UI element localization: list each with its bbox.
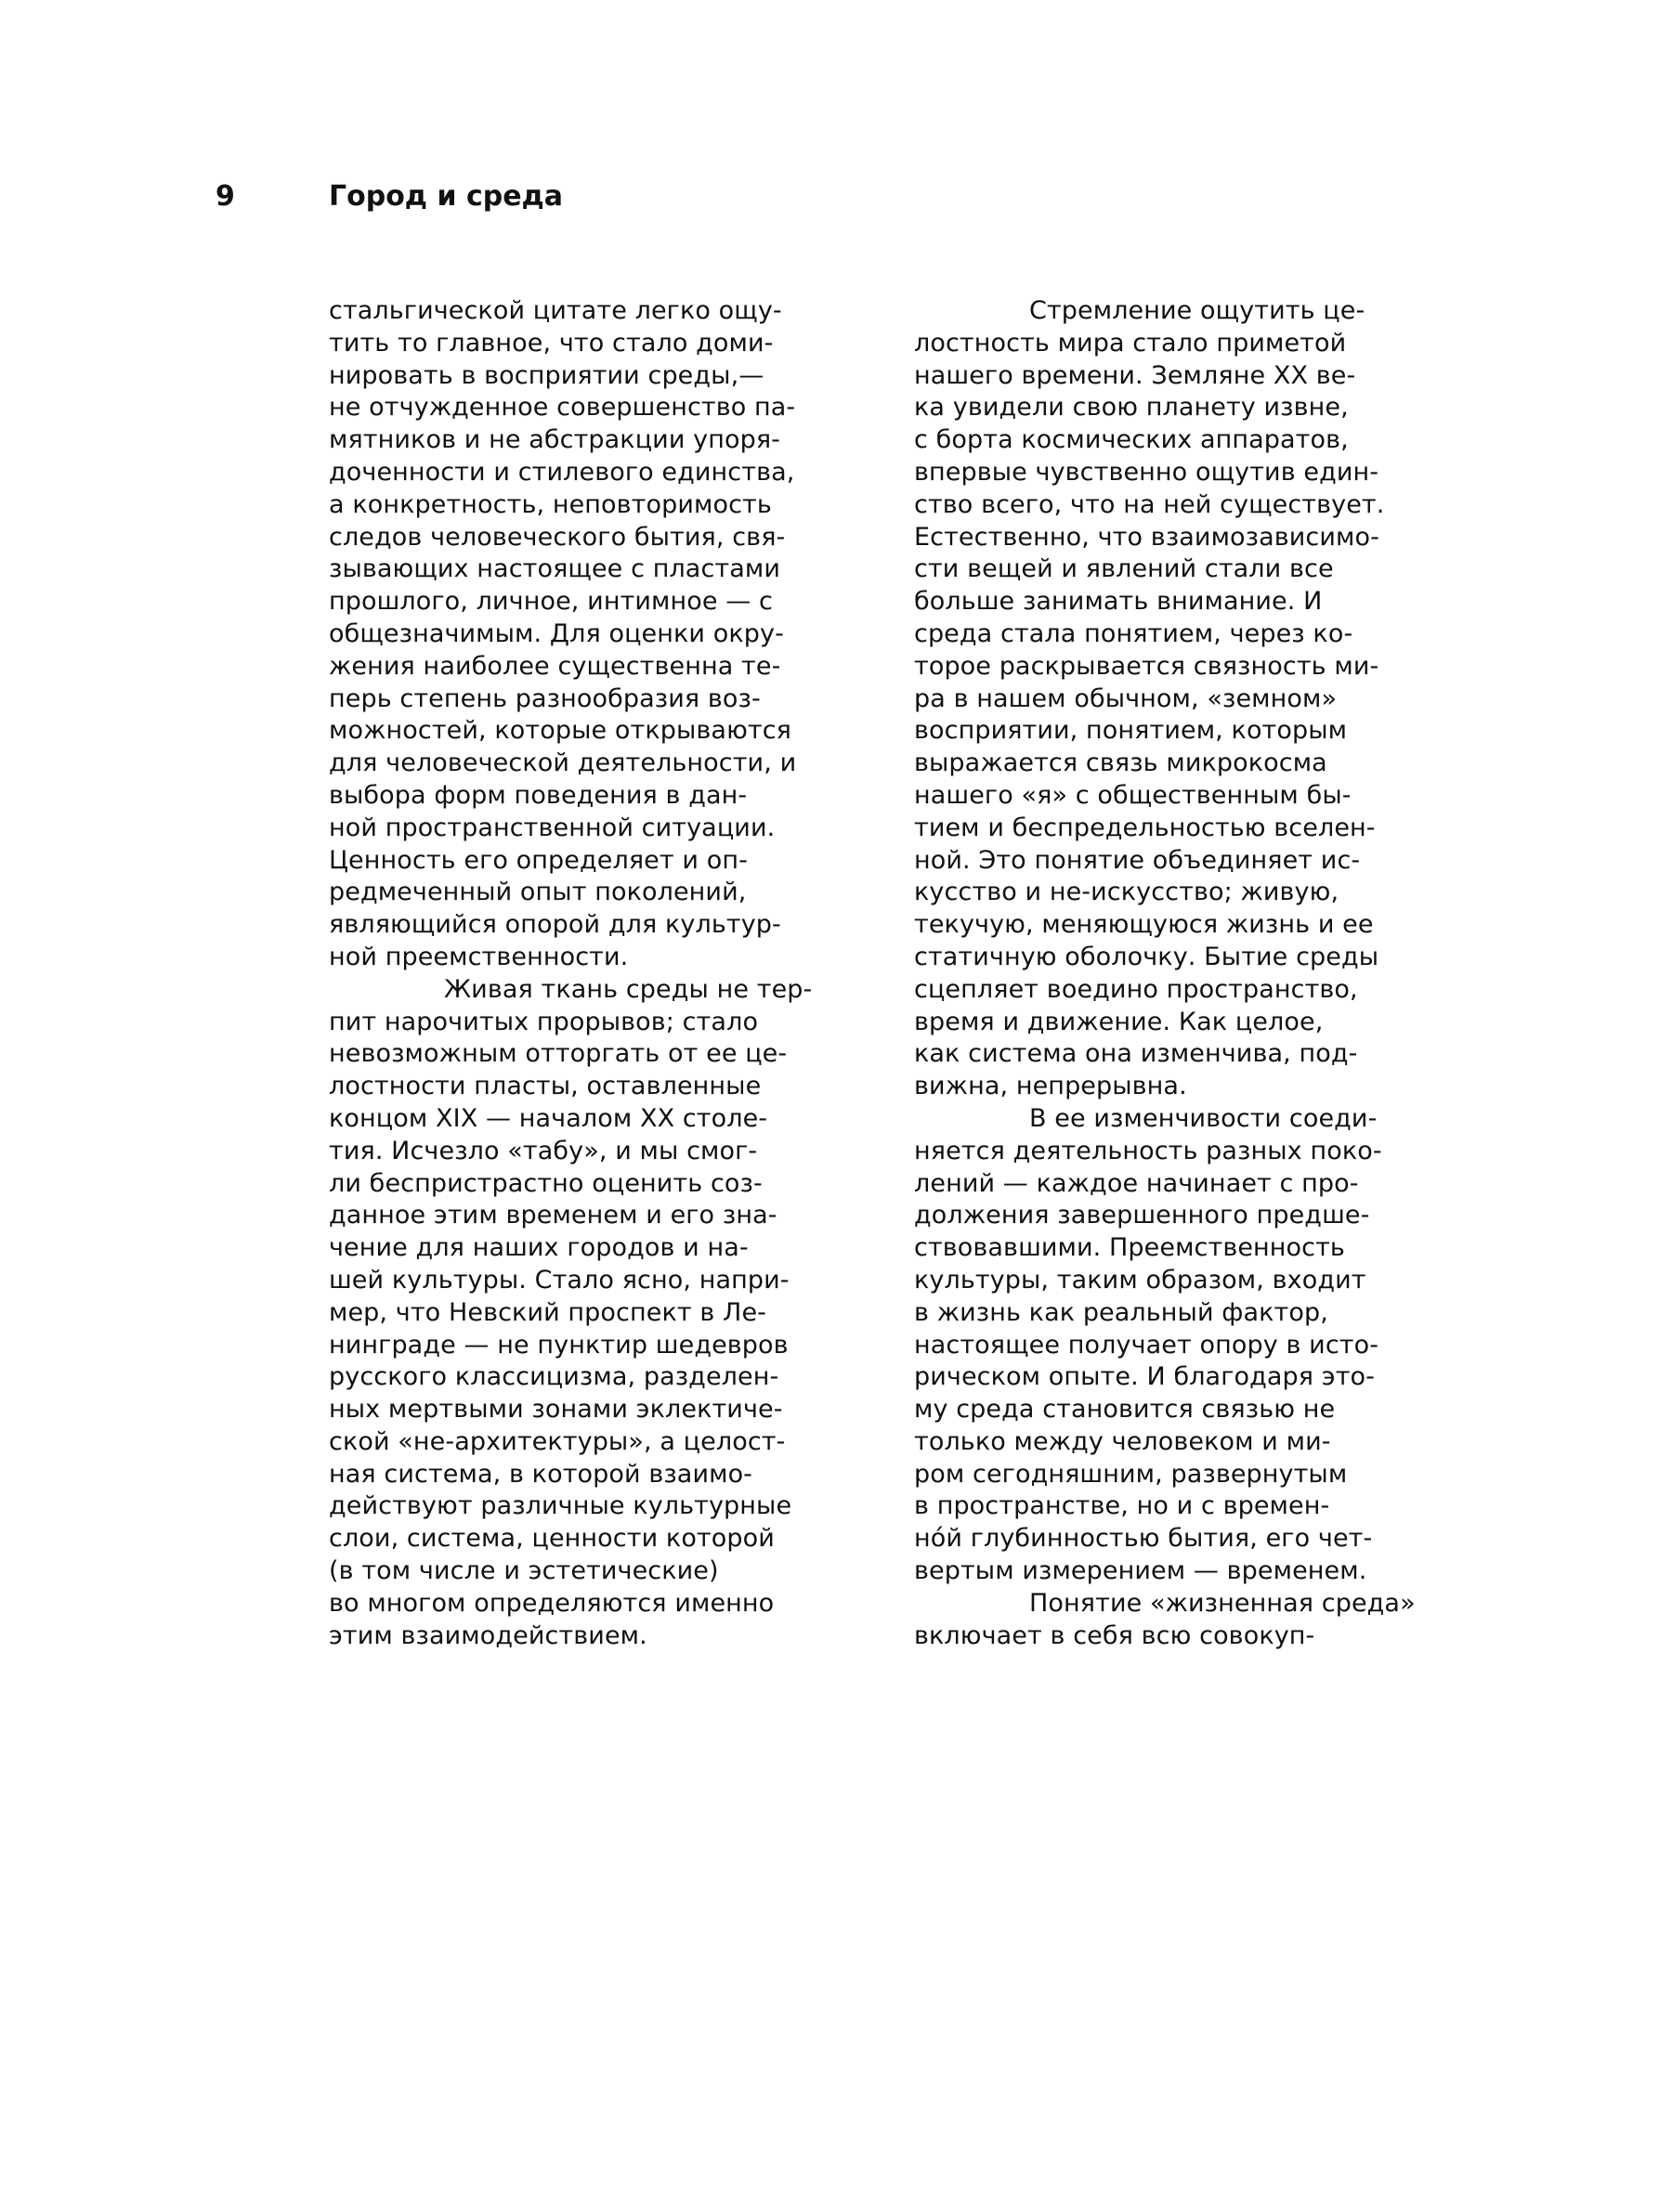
text-line: Естественно, что взаимозависимо-: [914, 522, 1379, 552]
text-line: в пространстве, но и с времен-: [914, 1491, 1330, 1521]
text-line: для человеческой деятельности, и: [329, 748, 797, 778]
page-number: 9: [216, 180, 235, 213]
text-line: больше занимать внимание. И: [914, 587, 1323, 617]
text-line: стальгической цитате легко ощу-: [329, 296, 782, 325]
text-line: а конкретность, неповторимость: [329, 489, 772, 519]
text-line: являющийся опорой для культур-: [329, 910, 781, 940]
text-line: включает в себя всю совокуп-: [914, 1620, 1315, 1650]
text-line: ром сегодняшним, развернутым: [914, 1459, 1348, 1489]
text-line: тить то главное, что стало доми-: [329, 328, 774, 358]
text-line: ра в нашем обычном, «земном»: [914, 683, 1338, 713]
text-line: сти вещей и явлений стали все: [914, 554, 1334, 584]
text-line: ка увидели свою планету извне,: [914, 393, 1349, 423]
text-line: ной. Это понятие объединяет ис-: [914, 845, 1361, 875]
text-line: вертым измерением — временем.: [914, 1556, 1367, 1586]
text-line: ство всего, что на ней существует.: [914, 489, 1385, 519]
text-line: пит нарочитых прорывов; стало: [329, 1007, 759, 1036]
text-line: как система она изменчива, под-: [914, 1039, 1358, 1069]
text-line: прошлого, личное, интимное — с: [329, 587, 774, 617]
text-line: жения наиболее существенна те-: [329, 651, 781, 681]
text-line: мер, что Невский проспект в Ле-: [329, 1297, 767, 1327]
text-line: во многом определяются именно: [329, 1588, 775, 1618]
text-line: Стремление ощутить це-: [1029, 296, 1365, 325]
text-line: должения завершенного предше-: [914, 1201, 1370, 1230]
text-line: концом XIX — началом XX столе-: [329, 1103, 768, 1133]
text-line: редмеченный опыт поколений,: [329, 878, 747, 907]
text-line: перь степень разнообразия воз-: [329, 683, 761, 713]
text-line: лений — каждое начинает с про-: [914, 1168, 1359, 1198]
text-line: торое раскрывается связность ми-: [914, 651, 1379, 681]
text-line: восприятии, понятием, которым: [914, 716, 1348, 746]
text-line: этим взаимодействием.: [329, 1620, 647, 1650]
text-line: лостность мира стало приметой: [914, 328, 1347, 358]
text-line: русского классицизма, разделен-: [329, 1362, 779, 1392]
text-line: культуры, таким образом, входит: [914, 1265, 1366, 1295]
text-line: нинграде — не пунктир шедевров: [329, 1330, 789, 1360]
text-line: ли беспристрастно оценить соз-: [329, 1168, 763, 1198]
text-line: данное этим временем и его зна-: [329, 1201, 777, 1230]
text-column-right: [914, 295, 1434, 1652]
text-line: время и движение. Как целое,: [914, 1007, 1324, 1036]
text-line: (в том числе и эстетические): [329, 1556, 719, 1586]
text-line: не отчужденное совершенство па-: [329, 393, 796, 423]
text-line: тия. Исчезло «табу», и мы смог-: [329, 1136, 758, 1165]
text-column-left: [329, 295, 849, 1652]
text-line: общезначимым. Для оценки окру-: [329, 618, 784, 648]
text-line: шей культуры. Стало ясно, напри-: [329, 1265, 790, 1295]
text-line: чение для наших городов и на-: [329, 1233, 749, 1263]
text-line: ской «не-архитектуры», а целост-: [329, 1426, 786, 1456]
running-title: Город и среда: [329, 180, 564, 213]
text-line: ной пространственной ситуации.: [329, 813, 776, 842]
text-line: ной преемственности.: [329, 942, 629, 971]
text-line: нировать в восприятии среды,—: [329, 360, 764, 390]
text-line: Понятие «жизненная среда»: [1029, 1588, 1416, 1618]
text-line: рическом опыте. И благодаря это-: [914, 1362, 1375, 1392]
text-line: В ее изменчивости соеди-: [1029, 1103, 1378, 1133]
text-line: сцепляет воедино пространство,: [914, 974, 1358, 1004]
text-line: лостности пласты, оставленные: [329, 1072, 762, 1101]
text-line: среда стала понятием, через ко-: [914, 618, 1353, 648]
text-line: Ценность его определяет и оп-: [329, 845, 748, 875]
text-line: мятников и не абстракции упоря-: [329, 425, 781, 455]
text-line: кусство и не-искусство; живую,: [914, 878, 1339, 907]
text-line: в жизнь как реальный фактор,: [914, 1297, 1328, 1327]
text-line: няется деятельность разных поко-: [914, 1136, 1382, 1165]
text-line: тием и беспредельностью вселен-: [914, 813, 1376, 842]
text-line: нашего времени. Земляне XX ве-: [914, 360, 1356, 390]
text-line: настоящее получает опору в исто-: [914, 1330, 1379, 1360]
text-line: доченности и стилевого единства,: [329, 457, 795, 487]
text-line: нашего «я» с общественным бы-: [914, 780, 1352, 810]
text-line: выбора форм поведения в дан-: [329, 780, 748, 810]
text-line: вижна, непрерывна.: [914, 1072, 1187, 1101]
text-line: впервые чувственно ощутив един-: [914, 457, 1379, 487]
text-line: Живая ткань среды не тер-: [444, 974, 813, 1004]
text-line: следов человеческого бытия, свя-: [329, 522, 786, 552]
text-line: ных мертвыми зонами эклектиче-: [329, 1395, 783, 1425]
text-line: невозможным отторгать от ее це-: [329, 1039, 788, 1069]
text-line: выражается связь микрокосма: [914, 748, 1327, 778]
text-line: му среда становится связью не: [914, 1395, 1336, 1425]
text-line: можностей, которые открываются: [329, 716, 792, 746]
text-line: ная система, в которой взаимо-: [329, 1459, 753, 1489]
text-line: с борта космических аппаратов,: [914, 425, 1349, 455]
text-line: действуют различные культурные: [329, 1491, 792, 1521]
text-line: слои, система, ценности которой: [329, 1524, 775, 1554]
text-line: только между человеком и ми-: [914, 1426, 1331, 1456]
text-line: но́й глубинностью бытия, его чет-: [914, 1524, 1373, 1554]
text-line: зывающих настоящее с пластами: [329, 554, 780, 584]
text-line: ствовавшими. Преемственность: [914, 1233, 1345, 1263]
text-line: текучую, меняющуюся жизнь и ее: [914, 910, 1374, 940]
text-line: статичную оболочку. Бытие среды: [914, 942, 1379, 971]
